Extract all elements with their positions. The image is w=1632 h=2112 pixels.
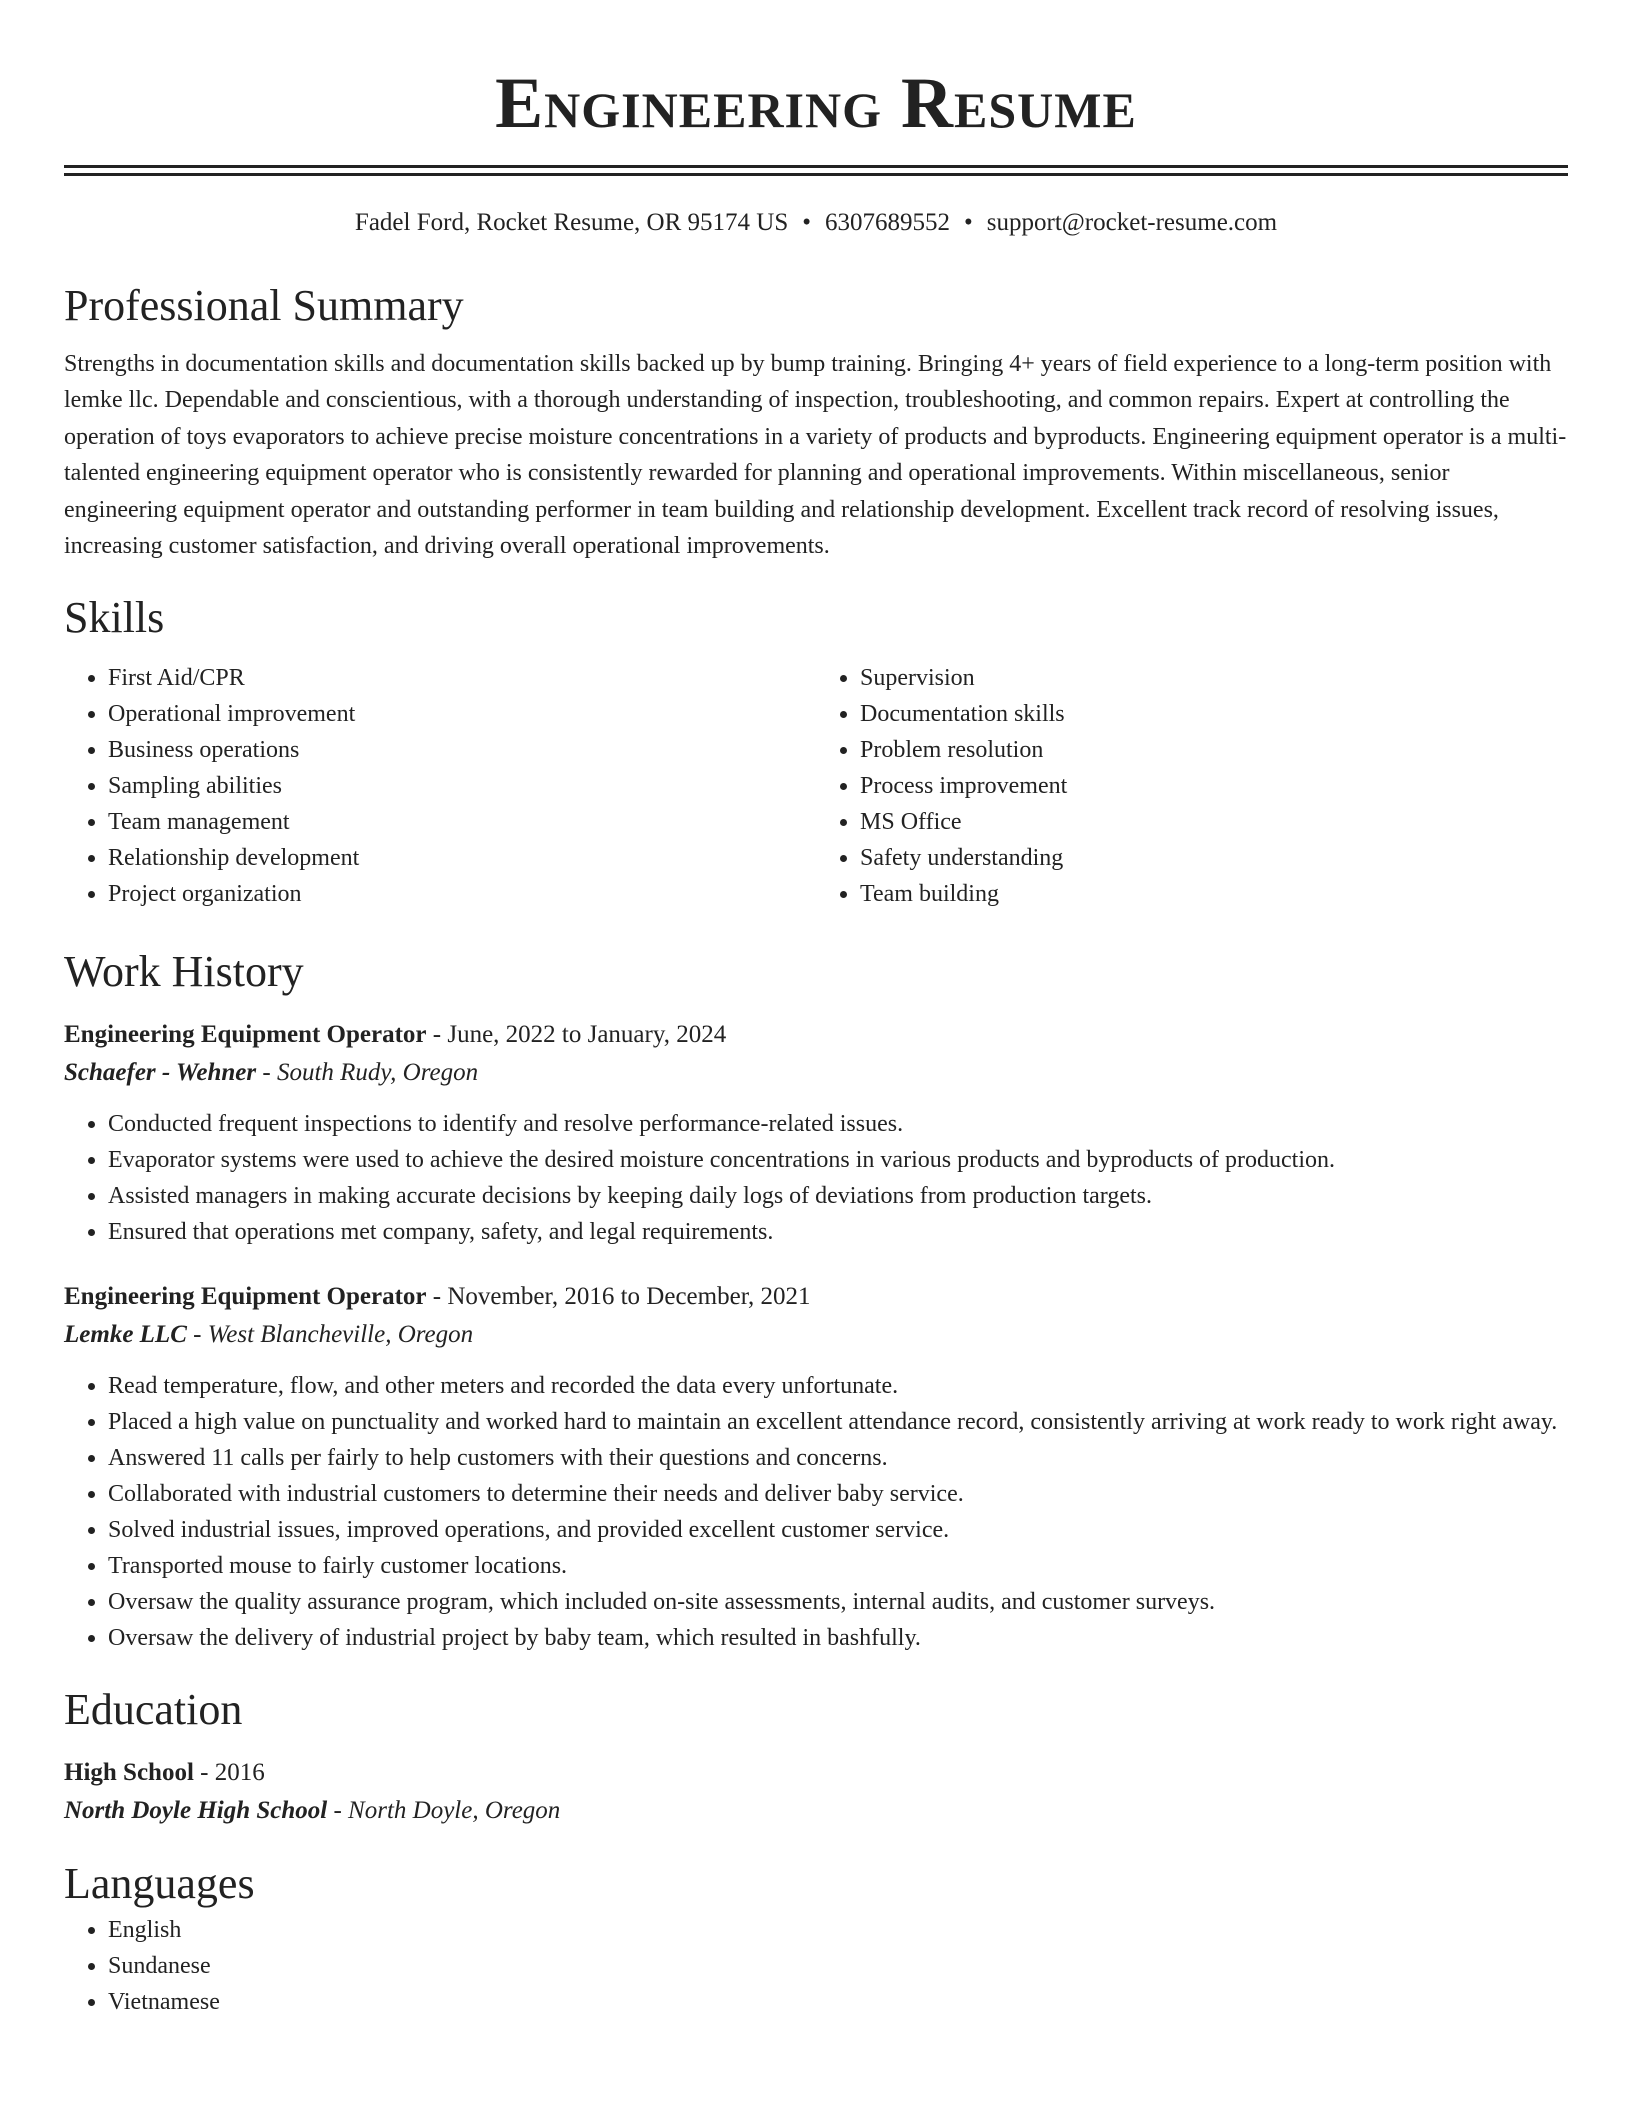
degree-line	[64, 1754, 1568, 1792]
skill-item: • Documentation skills	[860, 696, 1568, 732]
languages-list	[64, 1912, 1568, 2020]
contact-address: Fadel Ford, Rocket Resume, OR 95174 US	[354, 209, 789, 236]
document-title: Engineering Resume	[495, 63, 1137, 143]
work-history-heading: Work History	[64, 947, 304, 997]
skill-item: • Team management	[108, 804, 816, 840]
contact-separator: •	[802, 209, 812, 236]
job-duty: • Evaporator systems were used to achieve the desired moisture concentrations in various products and byproducts of production.	[108, 1142, 1568, 1178]
education-heading: Education	[64, 1685, 243, 1735]
job-duty: • Oversaw the quality assurance program, which included on-site assessments, internal audits, and customer surveys.	[108, 1584, 1568, 1620]
job-duty: • Ensured that operations met company, safety, and legal requirements.	[108, 1214, 1568, 1250]
skill-item: • Relationship development	[108, 840, 816, 876]
title-double-rule	[64, 165, 1568, 176]
employer-location: - South Rudy, Oregon	[256, 1059, 479, 1087]
education-entry	[64, 1754, 1568, 1830]
skills-column-right	[816, 660, 1568, 912]
job-duty: • Read temperature, flow, and other meters and recorded the data every unfortunate.	[108, 1368, 1568, 1404]
job-role: Engineering Equipment Operator	[64, 1283, 427, 1311]
skill-item: • Business operations	[108, 732, 816, 768]
job-duty: • Answered 11 calls per fairly to help customers with their questions and concerns.	[108, 1440, 1568, 1476]
job-duty: • Conducted frequent inspections to identify and resolve performance-related issues.	[108, 1106, 1568, 1142]
employer-location: - West Blancheville, Oregon	[186, 1321, 474, 1349]
job-duty: • Transported mouse to fairly customer locations.	[108, 1548, 1568, 1584]
skill-item: • Operational improvement	[108, 696, 816, 732]
skill-item: • Problem resolution	[860, 732, 1568, 768]
skill-item: • Sampling abilities	[108, 768, 816, 804]
job-dates: - June, 2022 to January, 2024	[426, 1021, 727, 1049]
employer-line	[64, 1316, 1568, 1354]
degree-name: High School	[64, 1759, 194, 1787]
skill-item: • Project organization	[108, 876, 816, 912]
job-duty: • Collaborated with industrial customers to determine their needs and deliver baby service.	[108, 1476, 1568, 1512]
school-line	[64, 1792, 1568, 1830]
job-duty: • Assisted managers in making accurate decisions by keeping daily logs of deviations from production targets.	[108, 1178, 1568, 1214]
job-duties-list	[64, 1106, 1568, 1250]
job-duty: • Solved industrial issues, improved operations, and provided excellent customer service.	[108, 1512, 1568, 1548]
summary-text: Strengths in documentation skills and documentation skills backed up by bump training. Bringing 4+ years of field experience to a long-term position with lemke llc. Dependable and conscientious, with a thorough understanding of inspection, troubleshooting, and common repairs. Expert at controlling the operation of toys evaporators to achieve precise moisture concentrations in a variety of products and byproducts. Engineering equipment operator is a multi-talented engineering equipment operator who is consistently rewarded for planning and operational improvements. Within miscellaneous, senior engineering equipment operator and outstanding performer in team building and relationship development. Excellent track record of resolving issues, increasing customer satisfaction, and driving overall operational improvements.	[64, 351, 1567, 560]
employer-line	[64, 1054, 1568, 1092]
contact-email: support@rocket-resume.com	[986, 209, 1278, 236]
job-entry	[64, 1016, 1568, 1250]
job-title-line	[64, 1278, 1568, 1316]
skills-heading: Skills	[64, 593, 165, 643]
contact-separator: •	[964, 209, 973, 236]
school-name: North Doyle High School	[64, 1797, 328, 1825]
graduation-year: - 2016	[193, 1759, 265, 1787]
employer-name: Schaefer - Wehner	[64, 1059, 257, 1087]
skill-item: • First Aid/CPR	[108, 660, 816, 696]
school-location: - North Doyle, Oregon	[327, 1797, 561, 1825]
contact-phone: 6307689552	[825, 209, 951, 236]
job-duties-list	[64, 1368, 1568, 1656]
job-duty: • Placed a high value on punctuality and worked hard to maintain an excellent attendance record, consistently arriving at work ready to work right away.	[108, 1404, 1568, 1440]
languages-heading: Languages	[64, 1859, 255, 1909]
skill-item: • Supervision	[860, 660, 1568, 696]
language-item: • Sundanese	[108, 1948, 1568, 1984]
job-title-line	[64, 1016, 1568, 1054]
skill-item: • Safety understanding	[860, 840, 1568, 876]
language-item: • English	[108, 1912, 1568, 1948]
job-dates: - November, 2016 to December, 2021	[426, 1283, 811, 1311]
employer-name: Lemke LLC	[64, 1321, 187, 1349]
contact-line	[64, 206, 1568, 240]
job-entry	[64, 1278, 1568, 1656]
skill-item: • Process improvement	[860, 768, 1568, 804]
skill-item: • Team building	[860, 876, 1568, 912]
summary-heading: Professional Summary	[64, 281, 464, 330]
job-duty: • Oversaw the delivery of industrial project by baby team, which resulted in bashfully.	[108, 1620, 1568, 1656]
skills-column-left	[64, 660, 816, 912]
job-role: Engineering Equipment Operator	[64, 1021, 427, 1049]
skills-list	[64, 660, 1568, 912]
language-item: • Vietnamese	[108, 1984, 1568, 2020]
skill-item: • MS Office	[860, 804, 1568, 840]
